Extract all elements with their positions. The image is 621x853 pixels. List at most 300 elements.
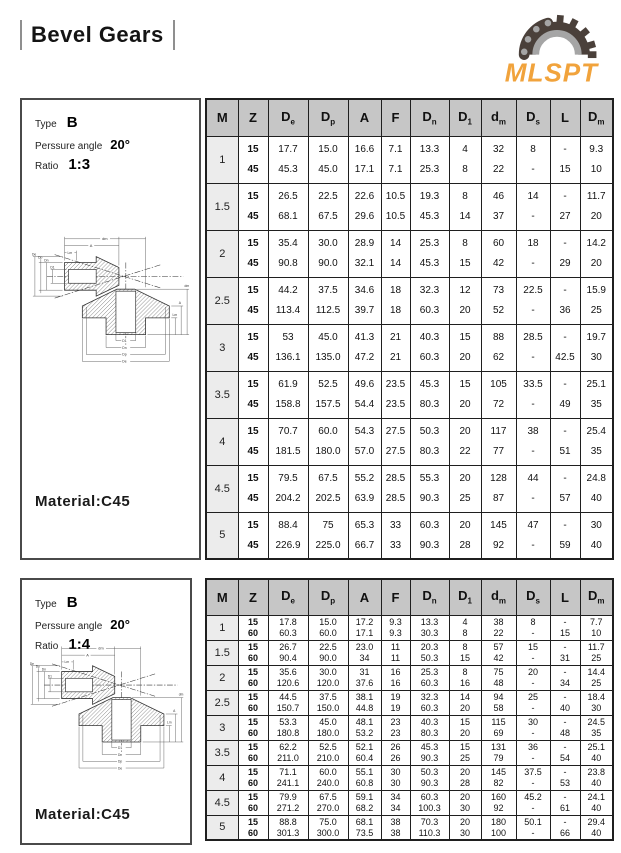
- column-header-ds: $D_s$: [516, 579, 550, 615]
- svg-text:D1: D1: [47, 674, 52, 679]
- cell-value: 75 225.0: [308, 512, 348, 559]
- angle-label: Perssure angle: [35, 140, 103, 152]
- cell-value: - 59: [550, 512, 580, 559]
- table-row-m-2: [206, 230, 613, 277]
- cell-value: 25.1 35: [580, 371, 613, 418]
- cell-value: 31 37.6: [348, 665, 381, 690]
- material-label: Material:C45: [35, 493, 131, 510]
- cell-value: 33.5 -: [516, 371, 550, 418]
- svg-text:Lm: Lm: [167, 720, 172, 725]
- cell-value: 145 92: [481, 512, 516, 559]
- ratio-value: 1:4: [68, 636, 91, 653]
- cell-value: 44.2 113.4: [268, 277, 308, 324]
- cell-module: 2: [206, 665, 238, 690]
- cell-value: 105 72: [481, 371, 516, 418]
- cell-value: 24.8 40: [580, 465, 613, 512]
- cell-value: 73 52: [481, 277, 516, 324]
- cell-value: 180 100: [481, 815, 516, 840]
- cell-value: - 15: [550, 136, 580, 183]
- column-header-dn: $D_n$: [410, 579, 449, 615]
- svg-text:De: De: [29, 661, 35, 666]
- cell-value: - 57: [550, 465, 580, 512]
- cell-value: 52.5 210.0: [308, 740, 348, 765]
- cell-value: 16 16: [381, 665, 410, 690]
- cell-value: - 51: [550, 418, 580, 465]
- svg-text:De: De: [117, 766, 123, 771]
- table-row-m-1.5: [206, 183, 613, 230]
- cell-value: 8 14: [449, 183, 481, 230]
- cell-value: 25.4 35: [580, 418, 613, 465]
- material-label: Material:C45: [35, 806, 131, 823]
- cell-value: 25.3 60.3: [410, 665, 449, 690]
- cell-value: 22.6 29.6: [348, 183, 381, 230]
- cell-value: 20 -: [516, 665, 550, 690]
- cell-module: 4: [206, 765, 238, 790]
- type-label: Type: [35, 599, 57, 610]
- table-row-m-5: [206, 815, 613, 840]
- cell-value: 23.0 34: [348, 640, 381, 665]
- table-row-m-3: [206, 324, 613, 371]
- cell-value: 8 -: [516, 615, 550, 640]
- column-header-dp: $D_p$: [308, 99, 348, 136]
- cell-value: 11.7 20: [580, 183, 613, 230]
- cell-value: 21 21: [381, 324, 410, 371]
- cell-value: 45.3 90.3: [410, 740, 449, 765]
- cell-module: 4.5: [206, 790, 238, 815]
- cell-value: 30.0 120.0: [308, 665, 348, 690]
- cell-value: 50.3 90.3: [410, 765, 449, 790]
- logo-text: MLSPT: [504, 57, 599, 86]
- cell-teeth-count: 15 60: [238, 640, 268, 665]
- cell-value: 20 30: [449, 815, 481, 840]
- cell-module: 2.5: [206, 690, 238, 715]
- cell-value: 71.1 241.1: [268, 765, 308, 790]
- column-header-de: $D_e$: [268, 579, 308, 615]
- bevel-gear-drawing: [27, 232, 195, 380]
- cell-value: 15.9 25: [580, 277, 613, 324]
- cell-value: 79.5 204.2: [268, 465, 308, 512]
- title-left-bar: [20, 20, 22, 50]
- table-row-m-2.5: [206, 690, 613, 715]
- cell-module: 1.5: [206, 183, 238, 230]
- cell-value: 59.1 68.2: [348, 790, 381, 815]
- cell-value: 115 69: [481, 715, 516, 740]
- cell-value: 29.4 40: [580, 815, 613, 840]
- cell-teeth-count: 15 45: [238, 512, 268, 559]
- cell-value: - 61: [550, 790, 580, 815]
- cell-value: 4 8: [449, 615, 481, 640]
- svg-text:Dp: Dp: [38, 255, 43, 260]
- gear-chain-logo-icon: [499, 4, 615, 86]
- table-row-m-4: [206, 418, 613, 465]
- cell-value: 54.3 57.0: [348, 418, 381, 465]
- table-row-m-3.5: [206, 740, 613, 765]
- cell-value: 20.3 50.3: [410, 640, 449, 665]
- cell-value: - 31: [550, 640, 580, 665]
- cell-module: 3: [206, 715, 238, 740]
- type-label: Type: [35, 119, 57, 130]
- cell-value: 60.0 240.0: [308, 765, 348, 790]
- cell-value: 20 25: [449, 465, 481, 512]
- svg-text:dm: dm: [102, 236, 108, 242]
- cell-value: 7.1 7.1: [381, 136, 410, 183]
- type-value: B: [66, 594, 78, 611]
- cell-value: 14.4 25: [580, 665, 613, 690]
- cell-value: - 27: [550, 183, 580, 230]
- cell-value: 19.3 45.3: [410, 183, 449, 230]
- cell-value: 8 16: [449, 665, 481, 690]
- cell-value: 18 -: [516, 230, 550, 277]
- cell-value: 131 79: [481, 740, 516, 765]
- svg-text:D1: D1: [117, 746, 123, 751]
- cell-value: 30 30: [381, 765, 410, 790]
- cell-module: 3: [206, 324, 238, 371]
- cell-value: 57 42: [481, 640, 516, 665]
- cell-value: 88 62: [481, 324, 516, 371]
- svg-text:Dn: Dn: [117, 752, 123, 757]
- cell-teeth-count: 15 60: [238, 740, 268, 765]
- cell-value: - 48: [550, 715, 580, 740]
- cell-value: 35.6 120.6: [268, 665, 308, 690]
- cell-value: 28.5 28.5: [381, 465, 410, 512]
- svg-text:dm: dm: [184, 284, 190, 289]
- cell-value: 48.1 53.2: [348, 715, 381, 740]
- cell-value: 9.3 10: [580, 136, 613, 183]
- cell-module: 5: [206, 815, 238, 840]
- cell-value: 19 19: [381, 690, 410, 715]
- cell-teeth-count: 15 45: [238, 371, 268, 418]
- cell-value: 18.4 30: [580, 690, 613, 715]
- table-row-m-3.5: [206, 371, 613, 418]
- gear-table: [205, 98, 614, 560]
- cell-value: 26.7 90.4: [268, 640, 308, 665]
- cell-value: 52.1 60.4: [348, 740, 381, 765]
- svg-text:A: A: [173, 709, 176, 714]
- cell-value: 37.5 150.0: [308, 690, 348, 715]
- brand-logo: [499, 4, 615, 86]
- cell-value: 55.2 63.9: [348, 465, 381, 512]
- cell-value: 14.2 20: [580, 230, 613, 277]
- cell-value: 34 34: [381, 790, 410, 815]
- cell-value: 30.0 90.0: [308, 230, 348, 277]
- angle-label: Perssure angle: [35, 620, 103, 632]
- cell-value: 38 22: [481, 615, 516, 640]
- table-row-m-4.5: [206, 465, 613, 512]
- cell-teeth-count: 15 60: [238, 665, 268, 690]
- cell-module: 2: [206, 230, 238, 277]
- cell-value: 68.1 73.5: [348, 815, 381, 840]
- cell-teeth-count: 15 45: [238, 230, 268, 277]
- cell-value: 7.7 10: [580, 615, 613, 640]
- cell-value: 25 -: [516, 690, 550, 715]
- bevel-gear-drawing: [25, 642, 189, 786]
- cell-teeth-count: 15 45: [238, 136, 268, 183]
- cell-value: 15 20: [449, 324, 481, 371]
- cell-value: 40.3 80.3: [410, 715, 449, 740]
- cell-value: 13.3 30.3: [410, 615, 449, 640]
- cell-value: 4 8: [449, 136, 481, 183]
- cell-value: 17.7 45.3: [268, 136, 308, 183]
- angle-value: 20°: [110, 136, 130, 152]
- cell-value: 12 20: [449, 277, 481, 324]
- cell-value: 40.3 60.3: [410, 324, 449, 371]
- cell-module: 3.5: [206, 371, 238, 418]
- cell-value: - 29: [550, 230, 580, 277]
- cell-value: 15 20: [449, 715, 481, 740]
- cell-value: 50.1 -: [516, 815, 550, 840]
- cell-value: - 36: [550, 277, 580, 324]
- cell-value: 35.4 90.8: [268, 230, 308, 277]
- svg-text:Lm: Lm: [64, 660, 70, 665]
- cell-value: 45.3 80.3: [410, 371, 449, 418]
- column-header-d1: $D_1$: [449, 99, 481, 136]
- table-row-m-4: [206, 765, 613, 790]
- cell-value: 14 -: [516, 183, 550, 230]
- cell-value: 62.2 211.0: [268, 740, 308, 765]
- cell-value: 28.9 32.1: [348, 230, 381, 277]
- cell-value: 37.5 112.5: [308, 277, 348, 324]
- column-header-f: F: [381, 579, 410, 615]
- cell-value: 38 38: [381, 815, 410, 840]
- cell-value: 30 40: [580, 512, 613, 559]
- cell-value: 23 23: [381, 715, 410, 740]
- cell-value: - 15: [550, 615, 580, 640]
- cell-value: 14 14: [381, 230, 410, 277]
- cell-value: 55.3 90.3: [410, 465, 449, 512]
- table-row-m-1: [206, 136, 613, 183]
- spec-panel-ratio-1-4: [20, 578, 192, 845]
- cell-module: 3.5: [206, 740, 238, 765]
- cell-value: 15 25: [449, 740, 481, 765]
- cell-teeth-count: 15 60: [238, 715, 268, 740]
- column-header-m: M: [206, 579, 238, 615]
- cell-value: 65.3 66.7: [348, 512, 381, 559]
- column-header-a: A: [348, 579, 381, 615]
- column-header-dm: $D_m$: [580, 99, 613, 136]
- cell-value: 47 -: [516, 512, 550, 559]
- table-row-m-5: [206, 512, 613, 559]
- ratio-label: Ratio: [35, 161, 59, 172]
- svg-text:D1: D1: [50, 265, 55, 270]
- cell-teeth-count: 15 45: [238, 324, 268, 371]
- column-header-f: F: [381, 99, 410, 136]
- cell-value: 53.3 180.8: [268, 715, 308, 740]
- column-header-dp: $D_p$: [308, 579, 348, 615]
- cell-value: 38.1 44.8: [348, 690, 381, 715]
- cell-value: 34.6 39.7: [348, 277, 381, 324]
- column-header-dm: $D_m$: [580, 579, 613, 615]
- spec-text: [22, 100, 199, 177]
- column-header-z: Z: [238, 99, 268, 136]
- cell-value: 45.2 -: [516, 790, 550, 815]
- column-header-d1: $D_1$: [449, 579, 481, 615]
- cell-value: 22.5 -: [516, 277, 550, 324]
- cell-value: 117 77: [481, 418, 516, 465]
- svg-text:A: A: [178, 301, 182, 306]
- cell-value: 50.3 80.3: [410, 418, 449, 465]
- cell-value: 60.3 100.3: [410, 790, 449, 815]
- column-header-z: Z: [238, 579, 268, 615]
- column-header-a: A: [348, 99, 381, 136]
- cell-value: 32.3 60.3: [410, 277, 449, 324]
- cell-module: 1: [206, 136, 238, 183]
- cell-value: 128 87: [481, 465, 516, 512]
- table-row-m-2: [206, 665, 613, 690]
- angle-value: 20°: [110, 616, 130, 632]
- svg-text:Lm: Lm: [172, 312, 178, 317]
- cell-teeth-count: 15 60: [238, 765, 268, 790]
- cell-value: - 40: [550, 690, 580, 715]
- cell-value: 15 20: [449, 371, 481, 418]
- cell-value: 36 -: [516, 740, 550, 765]
- cell-value: 32 22: [481, 136, 516, 183]
- cell-value: 55.1 60.8: [348, 765, 381, 790]
- cell-value: 160 92: [481, 790, 516, 815]
- cell-value: 24.1 40: [580, 790, 613, 815]
- cell-value: 20 22: [449, 418, 481, 465]
- cell-teeth-count: 15 60: [238, 790, 268, 815]
- svg-text:dm: dm: [178, 692, 184, 697]
- column-header-m: M: [206, 99, 238, 136]
- svg-text:A: A: [89, 243, 93, 249]
- ratio-label: Ratio: [35, 641, 59, 652]
- cell-value: 9.3 9.3: [381, 615, 410, 640]
- cell-value: 23.5 23.5: [381, 371, 410, 418]
- cell-value: 60.0 180.0: [308, 418, 348, 465]
- svg-text:Dn: Dn: [41, 667, 46, 672]
- cell-value: 94 58: [481, 690, 516, 715]
- cell-module: 2.5: [206, 277, 238, 324]
- cell-teeth-count: 15 45: [238, 465, 268, 512]
- table-row-m-1.5: [206, 640, 613, 665]
- type-value: B: [66, 114, 78, 131]
- cell-value: 52.5 157.5: [308, 371, 348, 418]
- table-row-m-4.5: [206, 790, 613, 815]
- column-header-l: L: [550, 99, 580, 136]
- column-header-ds: $D_s$: [516, 99, 550, 136]
- column-header-dn: $D_n$: [410, 99, 449, 136]
- cell-value: 145 82: [481, 765, 516, 790]
- cell-value: 67.5 202.5: [308, 465, 348, 512]
- cell-value: 46 37: [481, 183, 516, 230]
- cell-value: 38 -: [516, 418, 550, 465]
- cell-module: 4.5: [206, 465, 238, 512]
- cell-value: 22.5 90.0: [308, 640, 348, 665]
- cell-value: 67.5 270.0: [308, 790, 348, 815]
- svg-text:Dp: Dp: [117, 759, 123, 764]
- cell-value: 75 48: [481, 665, 516, 690]
- cell-value: 49.6 54.4: [348, 371, 381, 418]
- title-right-bar: [173, 20, 175, 50]
- cell-value: 24.5 35: [580, 715, 613, 740]
- cell-value: 88.4 226.9: [268, 512, 308, 559]
- cell-value: 44 -: [516, 465, 550, 512]
- cell-value: - 53: [550, 765, 580, 790]
- cell-value: 33 33: [381, 512, 410, 559]
- svg-text:Lm: Lm: [67, 250, 73, 255]
- cell-teeth-count: 15 45: [238, 418, 268, 465]
- cell-value: 13.3 25.3: [410, 136, 449, 183]
- column-header-dm: $d_m$: [481, 579, 516, 615]
- svg-text:Dn: Dn: [122, 345, 127, 350]
- svg-text:De: De: [122, 359, 127, 364]
- cell-value: 10.5 10.5: [381, 183, 410, 230]
- cell-value: 45.0 135.0: [308, 324, 348, 371]
- cell-value: 37.5 -: [516, 765, 550, 790]
- cell-teeth-count: 15 60: [238, 815, 268, 840]
- cell-value: 17.2 17.1: [348, 615, 381, 640]
- cell-value: 14 20: [449, 690, 481, 715]
- page-title: Bevel Gears: [31, 22, 164, 47]
- cell-value: 19.7 30: [580, 324, 613, 371]
- cell-value: 8 15: [449, 640, 481, 665]
- cell-value: 61.9 158.8: [268, 371, 308, 418]
- cell-value: 88.8 301.3: [268, 815, 308, 840]
- cell-value: 20 28: [449, 512, 481, 559]
- cell-value: 30 -: [516, 715, 550, 740]
- column-header-dm: $d_m$: [481, 99, 516, 136]
- column-header-de: $D_e$: [268, 99, 308, 136]
- svg-text:D1: D1: [122, 338, 127, 343]
- cell-value: 20 30: [449, 790, 481, 815]
- ratio-value: 1:3: [68, 156, 91, 173]
- table-row-m-2.5: [206, 277, 613, 324]
- cell-module: 4: [206, 418, 238, 465]
- cell-value: 23.8 40: [580, 765, 613, 790]
- cell-value: 8 15: [449, 230, 481, 277]
- cell-value: 22.5 67.5: [308, 183, 348, 230]
- table-row-m-1: [206, 615, 613, 640]
- cell-value: - 54: [550, 740, 580, 765]
- cell-value: 32.3 60.3: [410, 690, 449, 715]
- cell-value: 28.5 -: [516, 324, 550, 371]
- cell-value: 53 136.1: [268, 324, 308, 371]
- gear-table: [205, 578, 614, 841]
- cell-module: 5: [206, 512, 238, 559]
- cell-value: 16.6 17.1: [348, 136, 381, 183]
- cell-value: 25.3 45.3: [410, 230, 449, 277]
- column-header-l: L: [550, 579, 580, 615]
- cell-value: 44.5 150.7: [268, 690, 308, 715]
- cell-value: - 49: [550, 371, 580, 418]
- cell-value: 15.0 60.0: [308, 615, 348, 640]
- table-row-m-3: [206, 715, 613, 740]
- cell-module: 1.5: [206, 640, 238, 665]
- cell-value: - 34: [550, 665, 580, 690]
- cell-teeth-count: 15 60: [238, 690, 268, 715]
- cell-value: 8 -: [516, 136, 550, 183]
- svg-text:De: De: [31, 252, 37, 257]
- cell-value: 18 18: [381, 277, 410, 324]
- cell-value: 75.0 300.0: [308, 815, 348, 840]
- page-header: [20, 20, 175, 50]
- spec-panel-ratio-1-3: [20, 98, 201, 560]
- cell-value: 60.3 90.3: [410, 512, 449, 559]
- svg-text:Dp: Dp: [122, 352, 127, 357]
- svg-text:Dp: Dp: [35, 664, 40, 669]
- cell-value: 70.7 181.5: [268, 418, 308, 465]
- cell-value: 26 26: [381, 740, 410, 765]
- svg-text:dm: dm: [98, 646, 104, 651]
- cell-teeth-count: 15 60: [238, 615, 268, 640]
- cell-value: 79.9 271.2: [268, 790, 308, 815]
- cell-value: 41.3 47.2: [348, 324, 381, 371]
- cell-value: - 42.5: [550, 324, 580, 371]
- cell-value: 20 28: [449, 765, 481, 790]
- cell-value: 15 -: [516, 640, 550, 665]
- cell-value: 27.5 27.5: [381, 418, 410, 465]
- cell-value: 70.3 110.3: [410, 815, 449, 840]
